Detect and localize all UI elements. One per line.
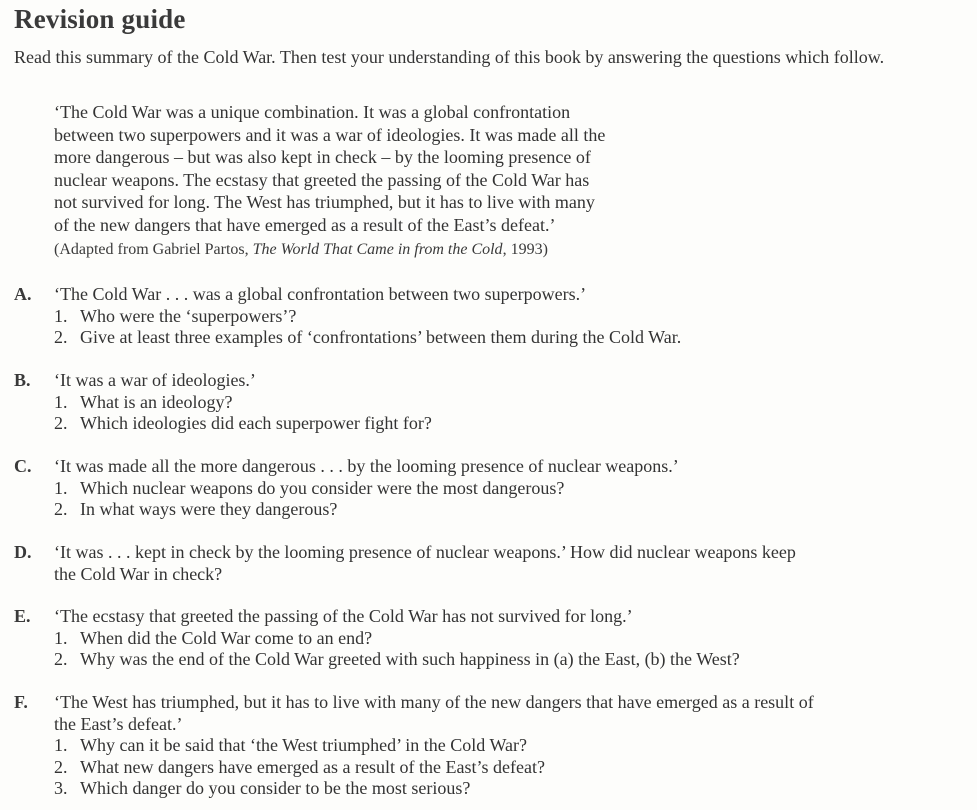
question-letter: C.: [14, 456, 32, 476]
sub-question-text: When did the Cold War come to an end?: [80, 627, 373, 648]
statement-line: ‘It was a war of ideologies.’: [54, 370, 256, 390]
sub-question-number: 1.: [54, 477, 68, 498]
question-letter: E.: [14, 606, 31, 626]
sub-question-text: Give at least three examples of ‘confrontations’ between them during the Cold War.: [80, 327, 682, 347]
sub-question-text: Which nuclear weapons do you consider were the most dangerous?: [80, 477, 565, 498]
sub-question: [54, 413, 432, 435]
sub-question-text: Which danger do you consider to be the most serious?: [80, 778, 471, 798]
sub-question-number: 1.: [54, 627, 68, 648]
quote-line: ‘The Cold War was a unique combination. It was a global confrontation: [54, 102, 571, 122]
quote-line: nuclear weapons. The ecstasy that greeted the passing of the Cold War has: [54, 169, 590, 190]
sub-question-text: Which ideologies did each superpower fight for?: [80, 413, 432, 433]
source-book-title: The World That Came in from the Cold: [252, 241, 503, 258]
sub-question: [54, 735, 527, 757]
sub-question: [54, 778, 470, 800]
question-statement: [54, 284, 969, 306]
sub-question: [54, 327, 681, 349]
sub-question: [54, 306, 296, 328]
sub-question-number: 2.: [54, 413, 68, 433]
statement-line: the East’s defeat.’: [54, 713, 183, 734]
page-title: Revision guide: [14, 4, 186, 34]
sub-question-number: 1.: [54, 305, 68, 326]
statement-line: ‘The Cold War . . . was a global confrontation between two superpowers.’: [54, 284, 587, 304]
sub-question-number: 2.: [54, 756, 68, 777]
sub-question: [54, 649, 740, 671]
sub-question: [54, 628, 372, 650]
statement-line: ‘The West has triumphed, but it has to live with many of the new dangers that have emerged as a result of: [54, 692, 814, 712]
sub-question: [54, 499, 337, 521]
sub-question-number: 1.: [54, 735, 68, 755]
sub-question-number: 2.: [54, 649, 68, 669]
quote-line: of the new dangers that have emerged as a result of the East’s defeat.’: [54, 214, 556, 235]
question-statement: [54, 370, 969, 392]
sub-question-number: 2.: [54, 499, 68, 519]
sub-question: [54, 392, 232, 414]
question-letter: F.: [14, 692, 28, 712]
source-prefix: (Adapted from Gabriel Partos,: [54, 241, 253, 258]
sub-question-number: 1.: [54, 391, 68, 412]
sub-question: [54, 757, 545, 779]
summary-quote: [54, 101, 734, 236]
quote-line: more dangerous – but was also kept in check – by the looming presence of: [54, 147, 591, 167]
statement-line: the Cold War in check?: [54, 563, 223, 584]
sub-question-text: Why can it be said that ‘the West triumphed’ in the Cold War?: [80, 735, 527, 755]
statement-line: ‘It was . . . kept in check by the looming presence of nuclear weapons.’ How did nuclear weapons keep: [54, 542, 796, 562]
question-letter: D.: [14, 542, 32, 562]
question-statement: [54, 456, 969, 478]
sub-question-text: Why was the end of the Cold War greeted with such happiness in (a) the East, (b) the West?: [80, 649, 740, 669]
sub-question: [54, 478, 564, 500]
quote-line: between two superpowers and it was a war of ideologies. It was made all the: [54, 124, 606, 145]
question-letter: A.: [14, 284, 32, 304]
statement-line: ‘The ecstasy that greeted the passing of the Cold War has not survived for long.’: [54, 606, 633, 626]
sub-question-text: Who were the ‘superpowers’?: [80, 305, 297, 326]
question-statement: [54, 606, 969, 628]
question-statement: [54, 542, 969, 585]
source-suffix: , 1993): [502, 241, 548, 258]
intro-paragraph: Read this summary of the Cold War. Then test your understanding of this book by answering the questions which follow.: [14, 47, 885, 67]
sub-question-text: What is an ideology?: [80, 391, 233, 412]
statement-line: ‘It was made all the more dangerous . . . by the looming presence of nuclear weapons.’: [54, 456, 679, 476]
question-statement: [54, 692, 969, 735]
sub-question-text: In what ways were they dangerous?: [80, 499, 338, 519]
quote-line: not survived for long. The West has triumphed, but it has to live with many: [54, 192, 595, 212]
sub-question-number: 2.: [54, 327, 68, 347]
question-letter: B.: [14, 370, 31, 390]
quote-source: [54, 241, 548, 259]
sub-question-text: What new dangers have emerged as a result of the East’s defeat?: [80, 756, 545, 777]
sub-question-number: 3.: [54, 778, 68, 798]
